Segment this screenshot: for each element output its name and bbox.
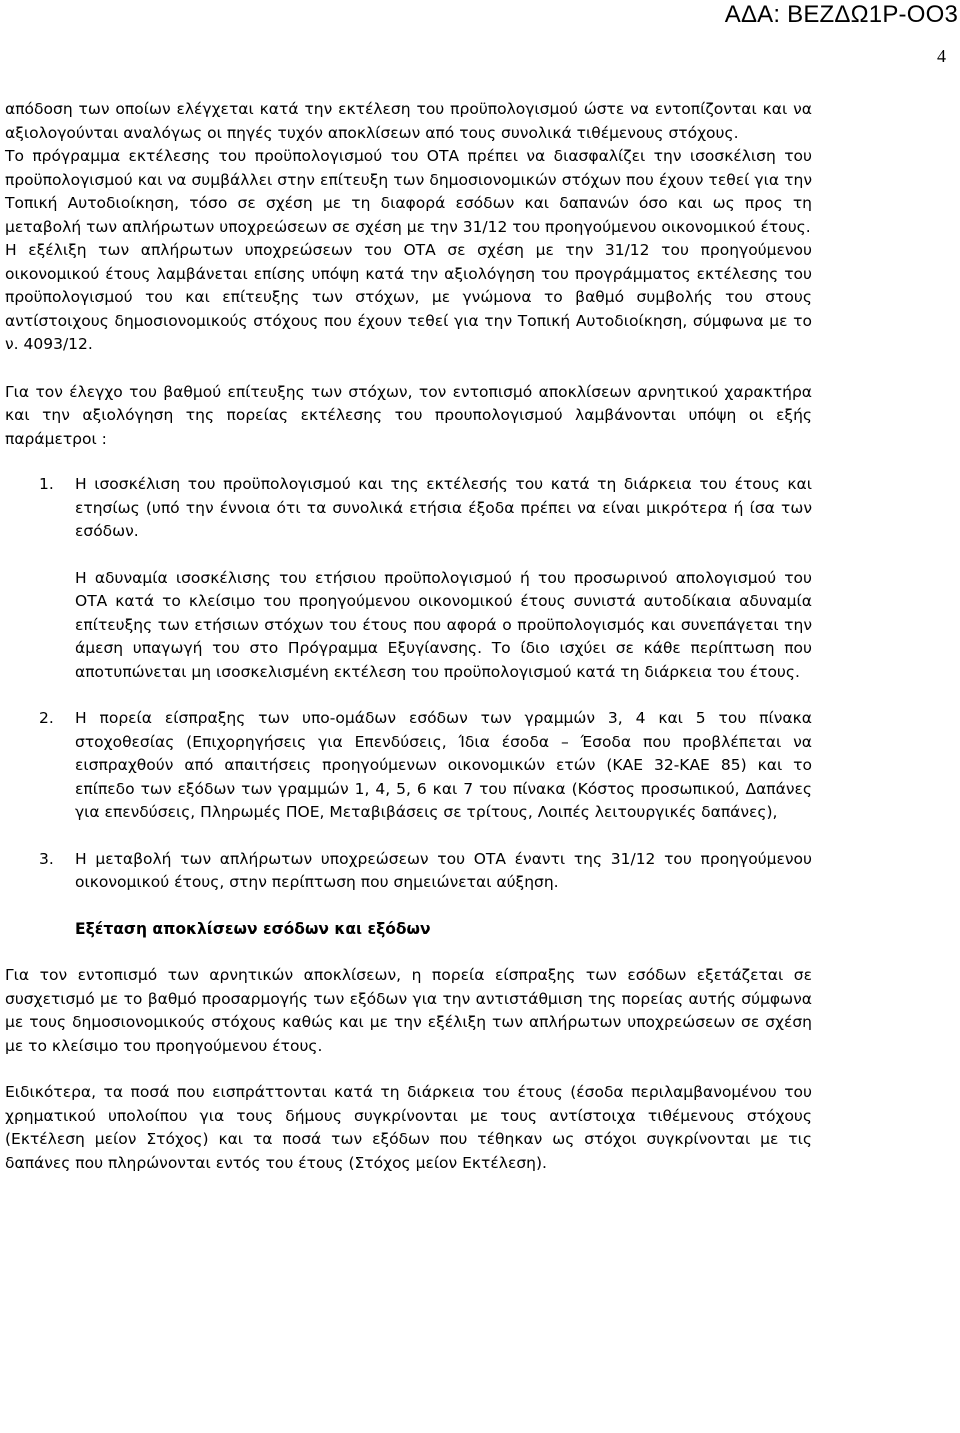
list-item-continuation-text: Η αδυναμία ισοσκέλισης του ετήσιου προϋπολογισμού ή του προσωρινού απολογισμού του ΟΤΑ κατά το κλείσιμο του προηγούμενου οικονομικού έτους συνιστά αυτοδίκαια αδυναμία επίτευξης των ετήσιων στόχων του έτους που αφορά ο προϋπολογισμός και συνεπάγεται την άμεση υπαγωγή του στο Πρόγραμμα Εξυγίανσης. Το ίδιο ισχύει σε κάθε περίπτωση που αποτυπώνεται μη ισοσκελισμένη εκτέλεση του προϋπολογισμού κατά τη διάρκεια του έτους. (75, 568, 812, 681)
document-body (5, 98, 812, 1175)
section-heading: Εξέταση αποκλίσεων εσόδων και εξόδων (75, 919, 431, 938)
list-item-number: 3. (39, 849, 54, 868)
page-number: 4 (937, 46, 946, 66)
list-item-text: Η ισοσκέλιση του προϋπολογισμού και της εκτέλεσής του κατά τη διάρκεια του έτους και ετησίως (υπό την έννοια ότι τα συνολικά ετήσια έξοδα πρέπει να είναι μικρότερα ή ίσα των εσόδων. (75, 475, 812, 540)
paragraph-specifics: Ειδικότερα, τα ποσά που εισπράττονται κατά τη διάρκεια του έτους (έσοδα περιλαμβανομένου του χρηματικού υπολοίπου για τους δήμους συγκρίνονται με τους αντίστοιχα τιθέμενους στόχους (Εκτέλεση μείον Στόχος) και τα ποσά των εξόδων που τέθηκαν ως στόχοι συγκρίνονται με τις δαπάνες που πληρώνονται εντός του έτους (Στόχος μείον Εκτέλεση). (5, 1083, 812, 1172)
list-item-number: 1. (39, 475, 54, 493)
paragraph-deviation-analysis: Για τον εντοπισμό των αρνητικών αποκλίσεων, η πορεία είσπραξης των εσόδων εξετάζεται σε συσχετισμό με το βαθμό προσαρμογής των εξόδων για την αντιστάθμιση της πορείας αυτής σύμφωνα με τους δημοσιονομικούς στόχους καθώς και με την εξέλιξη των απλήρωτων υποχρεώσεων σε σχέση με το κλείσιμο του προηγούμενου έτους. (5, 966, 812, 1055)
paragraph-continuation: απόδοση των οποίων ελέγχεται κατά την εκτέλεση του προϋπολογισμού ώστε να εντοπίζονται και να αξιολογούνται αναλόγως οι πηγές τυχόν αποκλίσεων από τους συνολικά τιθέμενους στόχους. (5, 100, 812, 142)
paragraph-unpaid-obligations: Η εξέλιξη των απλήρωτων υποχρεώσεων του ΟΤΑ σε σχέση με την 31/12 του προηγούμενου οικονομικού έτους λαμβάνεται επίσης υπόψη κατά την αξιολόγηση του προγράμματος εκτέλεσης του προϋπολογισμού του και επίτευξης των στόχων, με γνώμονα το βαθμό συμβολής του στους αντίστοιχους δημοσιονομικούς στόχους που έχουν τεθεί για την Τοπική Αυτοδιοίκηση, σύμφωνα με το ν. 4093/12. (5, 241, 812, 353)
list-item-continuation (5, 567, 812, 685)
list-item (5, 473, 812, 544)
list-item-number: 2. (39, 709, 54, 727)
list-item-text: Η πορεία είσπραξης των υπο-ομάδων εσόδων των γραμμών 3, 4 και 5 του πίνακα στοχοθεσίας (Επιχορηγήσεις για Επενδύσεις, Ίδια έσοδα – Έσοδα που προβλέπεται να εισπραχθούν από απαιτήσεις προηγούμενων οικονομικών ετών (ΚΑΕ 32-ΚΑΕ 85) και το επίπεδο των εξόδων των γραμμών 1, 4, 5, 6 και 7 του πίνακα (Κόστος προσωπικού, Δαπάνες για επενδύσεις, Πληρωμές ΠΟΕ, Μεταβιβάσεις σε τρίτους, Λοιπές λειτουργικές δαπάνες), (75, 709, 812, 821)
paragraph-execution-program: Το πρόγραμμα εκτέλεσης του προϋπολογισμού του ΟΤΑ πρέπει να διασφαλίζει την ισοσκέλιση του προϋπολογισμού και να συμβάλλει στην επίτευξη των δημοσιονομικών στόχων που έχουν τεθεί για την Τοπική Αυτοδιοίκηση, τόσο σε σχέση με τη διαφορά εσόδων και δαπανών όσο και ως προς τη μεταβολή των απλήρωτων υποχρεώσεων σε σχέση με την 31/12 του προηγούμενου οικονομικού έτους. (5, 147, 812, 236)
list-item-text: Η μεταβολή των απλήρωτων υποχρεώσεων του ΟΤΑ έναντι της 31/12 του προηγούμενου οικονομικού έτους, στην περίπτωση που σημειώνεται αύξηση. (75, 849, 812, 891)
list-item (5, 707, 812, 825)
paragraph-parameters-intro: Για τον έλεγχο του βαθμού επίτευξης των στόχων, τον εντοπισμό αποκλίσεων αρνητικού χαρακτήρα και την αξιολόγηση της πορείας εκτέλεσης του προυπολογισμού λαμβάνονται υπόψη οι εξής παράμετροι : (5, 382, 812, 448)
document-id: ΑΔΑ: ΒΕΖΔΩ1Ρ-ΟΟ3 (724, 1, 958, 28)
list-item (5, 848, 812, 895)
